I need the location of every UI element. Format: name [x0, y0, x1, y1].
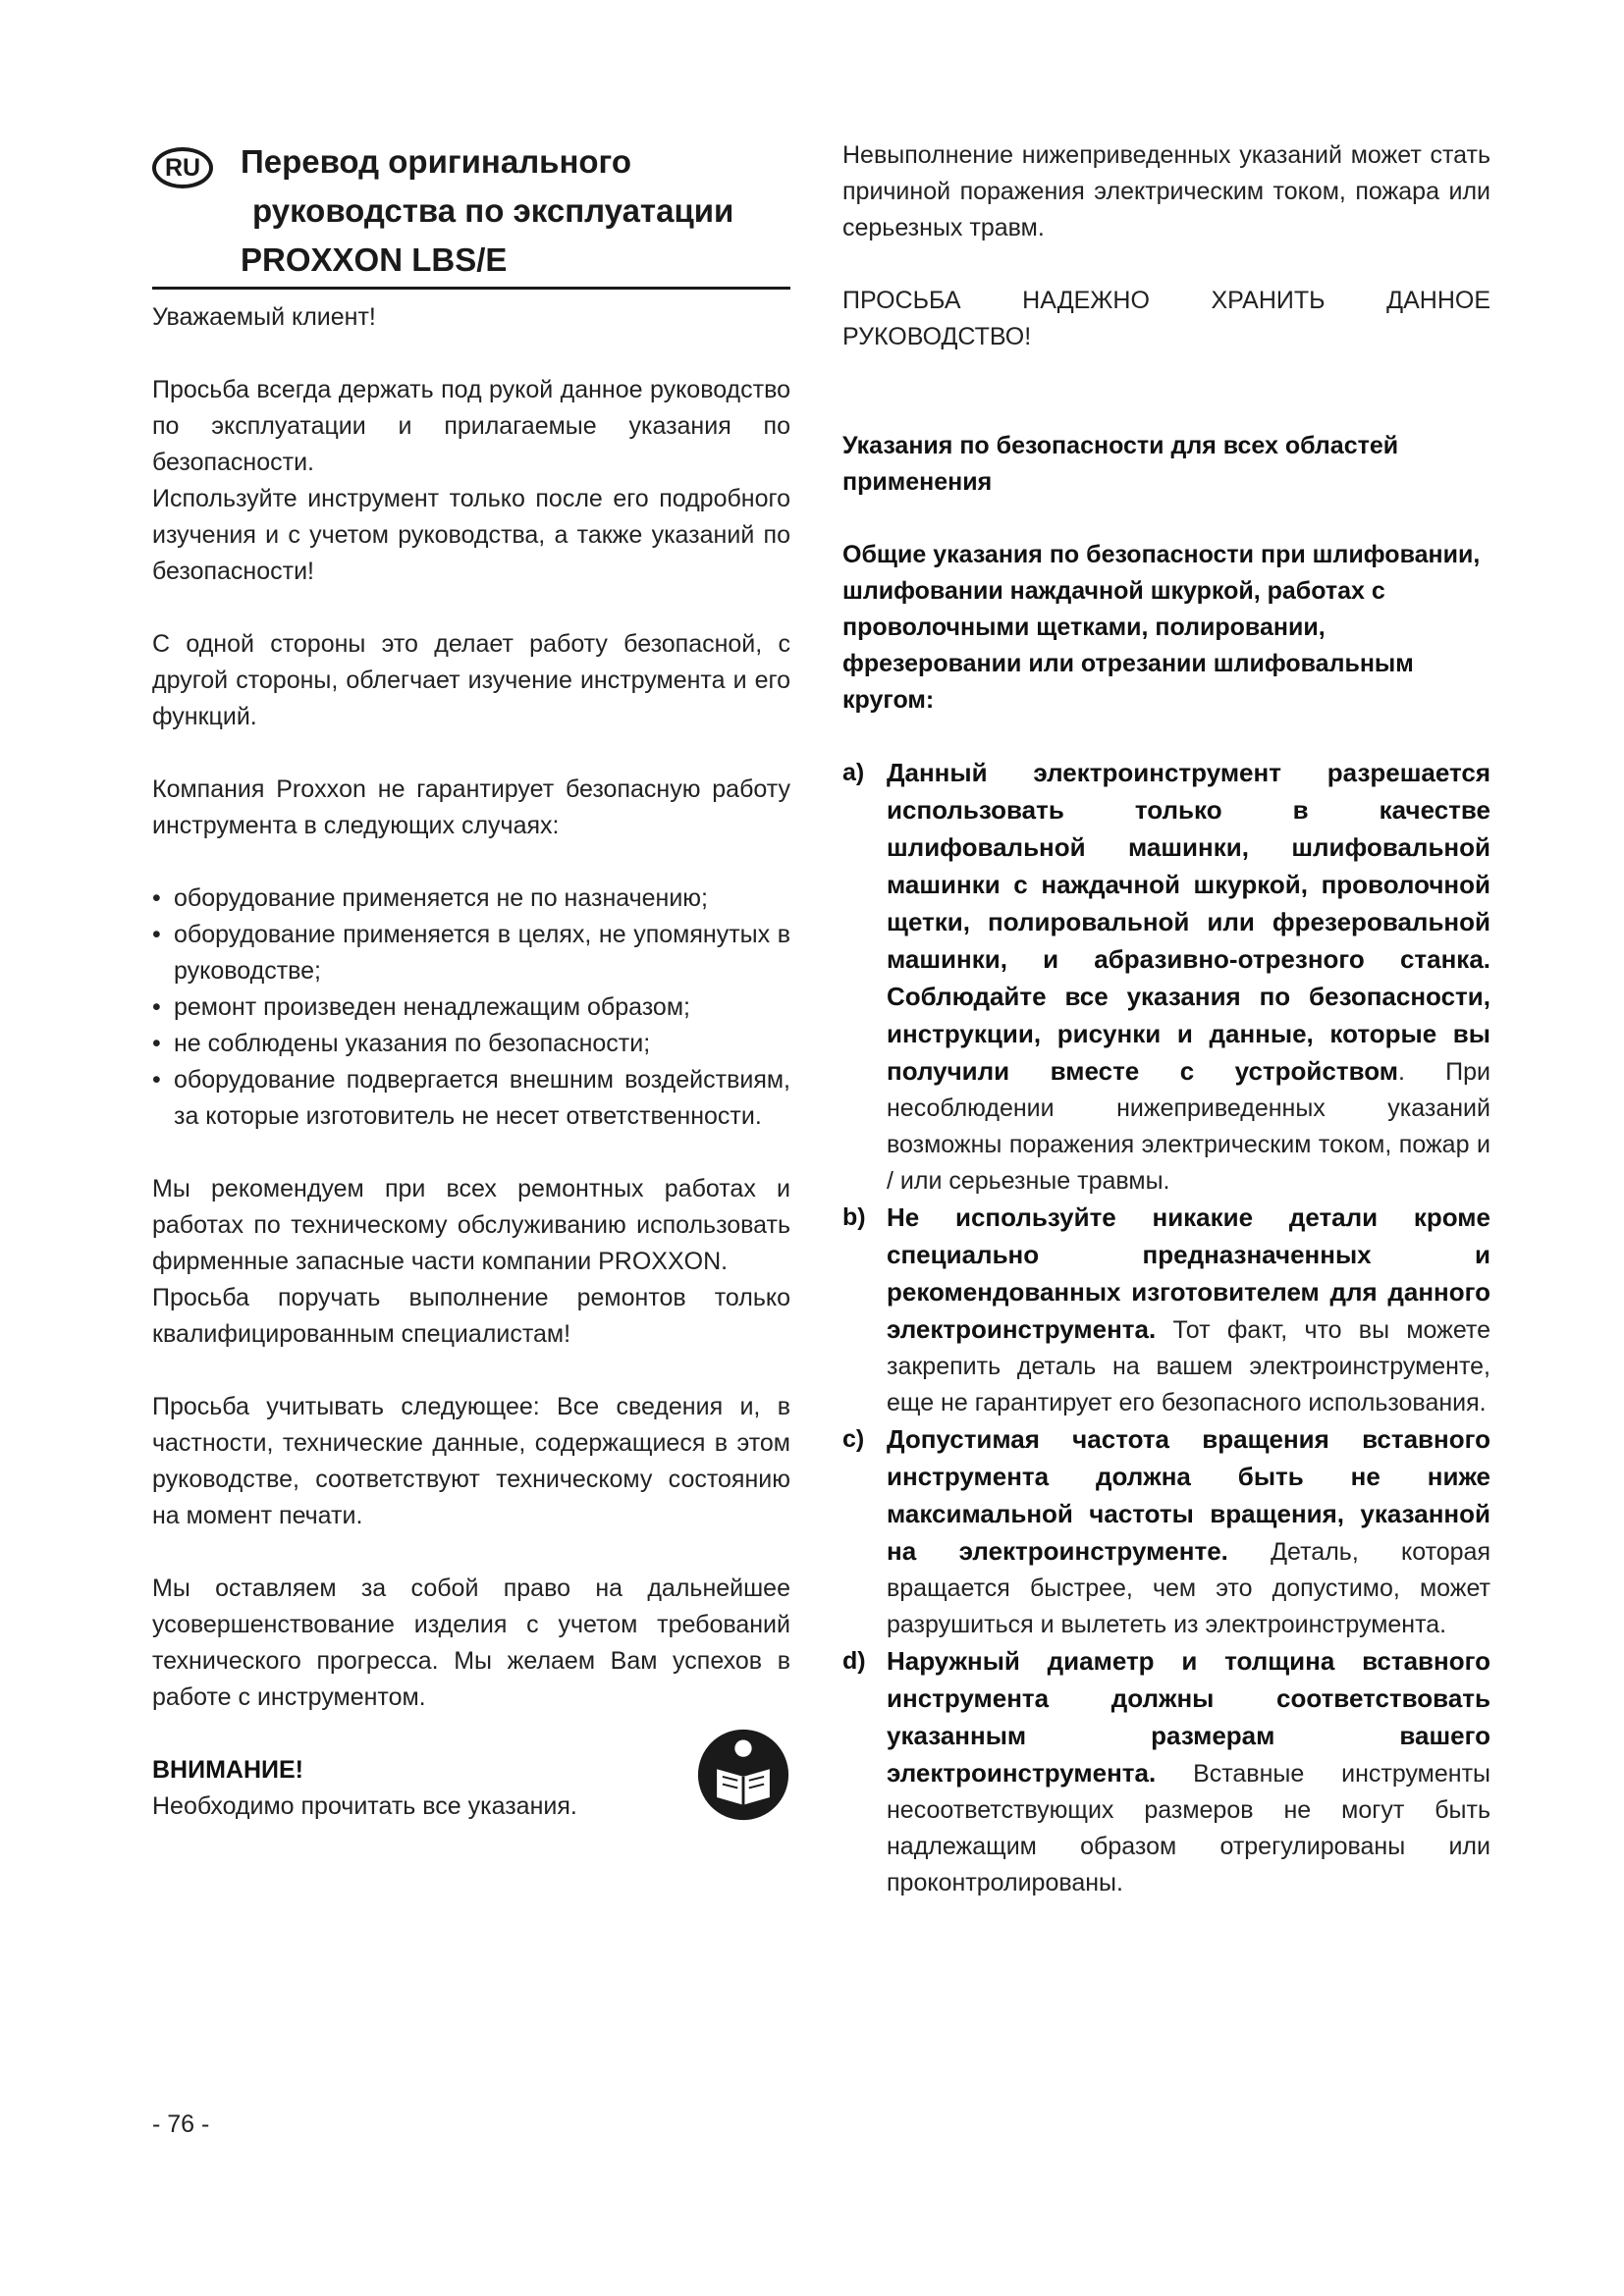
item-text: Вставные инструменты несоответствующих размеров не могут быть надлежащим образом отрегулированы или проконтролированы. — [887, 1760, 1490, 1896]
repair-paragraph: Просьба поручать выполнение ремонтов только квалифицированным специалистам! — [152, 1284, 790, 1348]
read-manual-icon — [696, 1728, 790, 1822]
right-column — [842, 137, 1490, 1901]
safety-heading: Указания по безопасности для всех областей применения — [842, 432, 1399, 496]
title-line-2: руководства по эксплуатации — [252, 192, 734, 229]
usage-paragraph: Используйте инструмент только после его подробного изучения и с учетом руководства, а также указаний по безопасности! — [152, 485, 790, 585]
attention-block — [152, 1752, 790, 1825]
spare-parts-paragraph: Мы рекомендуем при всех ремонтных работах и работах по техническому обслуживанию использовать фирменные запасные части компании PROXXON. — [152, 1175, 790, 1275]
item-marker: b) — [842, 1203, 866, 1231]
item-bold-text: Допустимая частота вращения вставного инструмента должна быть не ниже максимальной частоты вращения, указанной на электроинструменте. — [887, 1424, 1490, 1566]
list-item: • оборудование подвергается внешним воздействиям, за которые изготовитель не несет ответственности. — [152, 1062, 790, 1135]
greeting: Уважаемый клиент! — [152, 303, 376, 331]
keep-manual-notice: ПРОСЬБА НАДЕЖНО ХРАНИТЬ ДАННОЕ РУКОВОДСТВО! — [842, 287, 1490, 350]
list-item — [842, 1643, 1490, 1901]
page-title — [241, 137, 733, 285]
attention-text: Необходимо прочитать все указания. — [152, 1792, 577, 1820]
title-line-3: PROXXON LBS/E — [241, 241, 508, 278]
list-item: • ремонт произведен ненадлежащим образом; — [152, 989, 790, 1026]
list-item — [842, 755, 1490, 1200]
item-bold-text: Не используйте никакие детали кроме специально предназначенных и рекомендованных изготовителем для данного электроинструмента. — [887, 1202, 1490, 1344]
general-safety-heading: Общие указания по безопасности при шлифовании, шлифовании наждачной шкуркой, работах с проволочными щетками, полировании, фрезеровании или отрезании шлифовальным кругом: — [842, 541, 1481, 714]
language-badge: RU — [152, 147, 213, 188]
item-bold-text: Данный электроинструмент разрешается использовать только в качестве шлифовальной машинки, шлифовальной машинки с наждачной шкуркой, проволочной щетки, полировальной или фрезеровальной машинки, и абразивно-отрезного станка. Соблюдайте все указания по безопасности, инструкции, рисунки и данные, которые вы получили вместе с устройством — [887, 758, 1490, 1086]
page-number: - 76 - — [152, 2110, 210, 2138]
list-item: • не соблюдены указания по безопасности; — [152, 1026, 790, 1062]
improvements-paragraph: Мы оставляем за собой право на дальнейшее усовершенствование изделия с учетом требований технического прогресса. Мы желаем Вам успехов в работе с инструментом. — [152, 1575, 790, 1711]
item-bold-text: Наружный диаметр и толщина вставного инструмента должны соответствовать указанным размерам вашего электроинструмента. — [887, 1646, 1490, 1788]
safety-instructions-list — [842, 755, 1490, 1901]
item-marker: c) — [842, 1425, 865, 1453]
warranty-exclusions-list — [152, 881, 790, 1135]
benefit-paragraph: С одной стороны это делает работу безопасной, с другой стороны, облегчает изучение инструмента и его функций. — [152, 630, 790, 730]
title-line-1: Перевод оригинального — [241, 143, 631, 180]
attention-title: ВНИМАНИЕ! — [152, 1756, 303, 1784]
header-divider — [152, 287, 790, 290]
left-column — [152, 299, 790, 1825]
warranty-paragraph: Компания Proxxon не гарантирует безопасную работу инструмента в следующих случаях: — [152, 775, 790, 839]
list-item — [842, 1421, 1490, 1643]
item-text: Деталь, которая вращается быстрее, чем это допустимо, может разрушиться и вылететь из электроинструмента. — [887, 1538, 1490, 1638]
list-item — [842, 1200, 1490, 1421]
intro-paragraph: Просьба всегда держать под рукой данное руководство по эксплуатации и прилагаемые указания по безопасности. — [152, 376, 790, 476]
list-item: • оборудование применяется не по назначению; — [152, 881, 790, 917]
item-text: . При несоблюдении нижеприведенных указаний возможны поражения электрическим током, пожар и / или серьезные травмы. — [887, 1058, 1490, 1195]
item-marker: d) — [842, 1647, 866, 1675]
hazard-paragraph: Невыполнение нижеприведенных указаний может стать причиной поражения электрическим током, пожара или серьезных травм. — [842, 141, 1490, 241]
technical-data-paragraph: Просьба учитывать следующее: Все сведения и, в частности, технические данные, содержащиеся в этом руководстве, соответствуют техническому состоянию на момент печати. — [152, 1393, 790, 1529]
item-marker: a) — [842, 759, 865, 786]
list-item: • оборудование применяется в целях, не упомянутых в руководстве; — [152, 917, 790, 989]
item-text: Тот факт, что вы можете закрепить деталь на вашем электроинструменте, еще не гарантирует его безопасного использования. — [887, 1316, 1490, 1416]
